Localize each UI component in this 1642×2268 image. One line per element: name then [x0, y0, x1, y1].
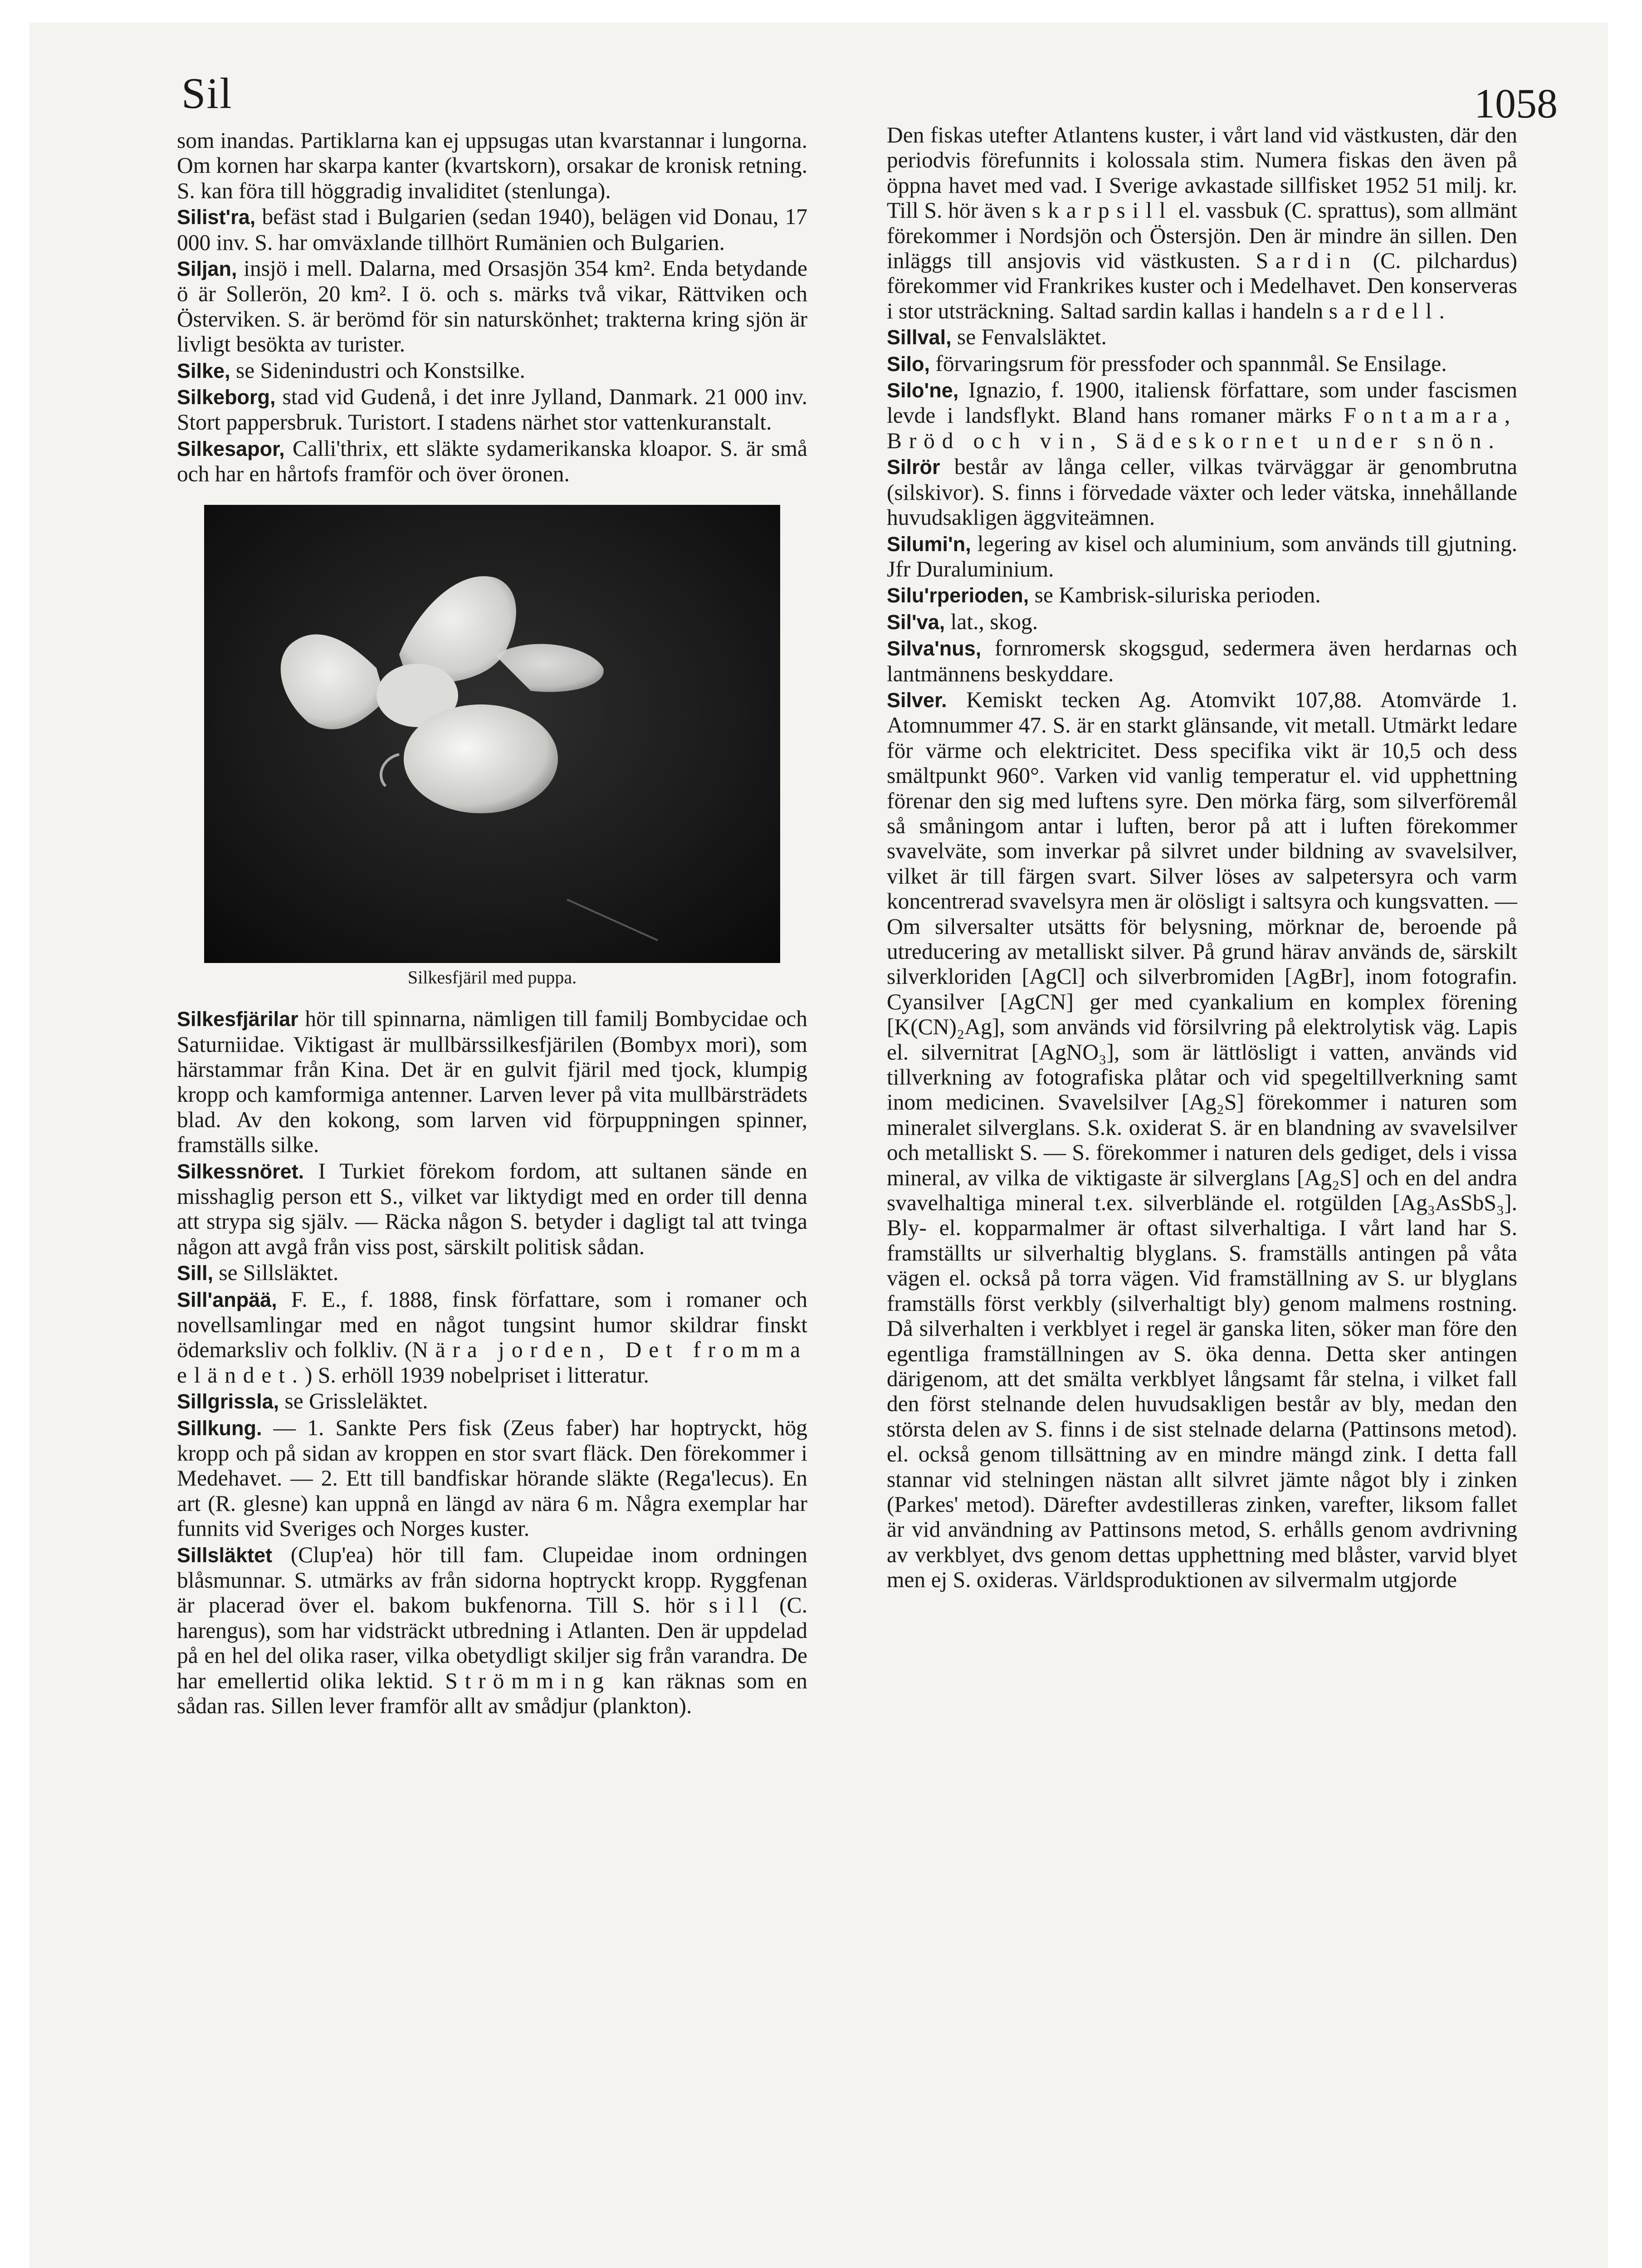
- entry-headword: Sill'anpää,: [177, 1288, 277, 1311]
- left-entries: [177, 128, 807, 487]
- entry-text: se Fenvalsläktet.: [951, 324, 1107, 350]
- dictionary-entry: [177, 436, 807, 487]
- dictionary-entry: [177, 1415, 807, 1541]
- entry-headword: Sillgrissla,: [177, 1390, 279, 1413]
- right-entries: [887, 122, 1517, 1593]
- silk-moth-photo: [204, 505, 780, 963]
- entry-text: — 1. Sankte Pers fisk (Zeus faber) har hoptryckt, hög kropp och på sidan av kroppen en stor svart fläck. Den förekommer i Medehavet. — 2. Ett till bandfiskar hörande släkte (Rega'lecus). En art (R. glesne) kan uppnå en längd av nära 6 m. Några exemplar har funnits vid Sveriges och Norges kuster.: [177, 1415, 807, 1541]
- entry-text: förvaringsrum för pressfoder och spannmål. Se Ensilage.: [930, 351, 1447, 376]
- page-number: 1058: [1474, 80, 1558, 127]
- entry-text: el. vassbuk (C. sprattus), som allmänt förekommer i Nordsjön och Östersjön. Den är mindre än sillen. Den inläggs till ansjovis vid västkusten.: [887, 198, 1517, 274]
- entry-text: legering av kisel och aluminium, som används till gjutning. Jfr Duraluminium.: [887, 531, 1517, 582]
- entry-spaced-text: sardell.: [1329, 298, 1452, 323]
- entry-text: kan räknas som en sådan ras. Sillen lever framför allt av smådjur (plankton).: [177, 1668, 807, 1719]
- entry-spaced-text: skarpsill: [1032, 198, 1173, 223]
- entry-headword: Sillkung.: [177, 1416, 262, 1440]
- entry-text: se Sidenindustri och Konstsilke.: [230, 357, 525, 383]
- entry-spaced-text: Sardin: [1256, 248, 1358, 274]
- entry-headword: Sillval,: [887, 326, 952, 349]
- entry-headword: Silkeborg,: [177, 386, 276, 409]
- dictionary-entry: [177, 1006, 807, 1157]
- entry-headword: Silist'ra,: [177, 205, 256, 229]
- dictionary-entry: [177, 256, 807, 357]
- entry-headword: Silva'nus,: [887, 637, 982, 660]
- right-column: [887, 122, 1517, 1593]
- entry-headword: Silver.: [887, 688, 947, 712]
- dictionary-entry: [177, 1260, 807, 1286]
- entry-text: (C. harengus), som har vidsträckt utbredning i Atlanten. Den är uppdelad på en hel del olika raser, vilka obetydligt skiljer sig från varandra. De har emellertid olika lektid.: [177, 1593, 807, 1693]
- entry-headword: Sill,: [177, 1261, 214, 1285]
- entry-text: ) S. erhöll 1939 nobelpriset i litteratur.: [305, 1362, 649, 1388]
- entry-headword: Silke,: [177, 359, 230, 382]
- entry-spaced-text: Nära jorden, Det fromma eländet.: [177, 1337, 807, 1388]
- entry-headword: Silkesapor,: [177, 437, 285, 460]
- dictionary-entry: [177, 1158, 807, 1260]
- left-entries-continued: [177, 1006, 807, 1718]
- entry-text: se Grissleläktet.: [279, 1388, 428, 1414]
- entry-text: se Sillsläktet.: [213, 1260, 339, 1286]
- dictionary-entry: [177, 384, 807, 435]
- entry-spaced-text: Fontamara, Bröd och vin, Sädeskornet under snön.: [887, 403, 1517, 453]
- entry-text: stad vid Gudenå, i det inre Jylland, Danmark. 21 000 inv. Stort pappersbruk. Turistort. I stadens närhet stor vattenkuranstalt.: [177, 384, 807, 435]
- entry-text: befäst stad i Bulgarien (sedan 1940), belägen vid Donau, 17 000 inv. S. har omväxlande tillhört Rumänien och Bulgarien.: [177, 204, 807, 255]
- left-column: [177, 128, 807, 1719]
- dictionary-entry: [177, 204, 807, 255]
- entry-text: Den fiskas utefter Atlantens kuster, i vårt land vid västkusten, där den periodvis förefunnits i kolossala stim. Numera fiskas den även på öppna havet med vad. I Sverige avkastade sillfisket 1952 51 milj. kr. Till S. hör även: [887, 122, 1517, 223]
- entry-text: (C. pilchardus) förekommer vid Frankrikes kuster och i Medelhavet. Den konserveras i stor utsträckning. Saltad sardin kallas i handeln: [887, 248, 1517, 323]
- dictionary-entry: [887, 582, 1517, 608]
- dictionary-entry: [887, 609, 1517, 635]
- entry-text: se Kambrisk-siluriska perioden.: [1029, 582, 1321, 608]
- entry-headword: Sillsläktet: [177, 1543, 273, 1567]
- entry-text: fornromersk skogsgud, sedermera även herdarnas och lantmännens beskyddare.: [887, 635, 1517, 686]
- entry-text: Kemiskt tecken Ag. Atomvikt 107,88. Atomvärde 1. Atomnummer 47. S. är en starkt glänsande, vit metall. Utmärkt ledare för värme och elektricitet. Dess specifika vikt är 10,5 och dess smältpunkt 960°. Varken vid vanlig temperatur el. vid upphettning förenar den sig med luftens syre. Den mörka färg, som silverföremål så småningom antar i luften, beror på att i luften förekommer svavelväte, som inverkar på silvret under bildning av svavelsilver, vilket är till färgen svart. Silver löses av salpetersyra och varm koncentrerad svavelsyra men är olösligt i saltsyra och kungsvatten. — Om silversalter utsätts för belysning, mörknar de, beroende på utreducering av metalliskt silver. På grund härav används de, särskilt silverkloriden [AgCl] och silverbromiden [AgBr], inom fotografin. Cyansilver [AgCN] ger med cyankalium en komplex förening [K(CN)₂Ag], som används vid försilvring på elektrolytisk väg. Lapis el. silvernitrat [AgNO₃], som är lättlösligt i vatten, används vid tillverkning av fotografiska plåtar och vid spegeltillverkning samt inom medicinen. Svavelsilver [Ag₂S] förekommer i naturen som mineralet silverglans. S.k. oxiderat S. är en blandning av svavelsilver och metalliskt S. — S. förekommer i naturen dels gediget, dels i vissa mineral, av vilka de viktigaste är silverglans [Ag₂S] och en del andra svavelhaltiga mineral t.ex. silverblände el. rotgülden [Ag₃AsSbS₃]. Bly- el. kopparmalmer är oftast silverhaltiga. I vårt land har S. framställts ur silverhaltig blyglans. S. framställs antingen på våta vägen el. också på torra vägen. Vid framställning av S. ur blyglans framställs först verkbly (silverhaltigt bly) genom malmens rostning. Då silverhalten i verkblyet i regel är ganska liten, söker man före den egentliga framställningen av S. öka denna. Detta sker antingen därigenom, att det smälta verkblyet långsamt får stelna, i vilket fall den först stelnande delen huvudsakligen består av bly, medan den största delen av S. finns i de sist stelnade delarna (Pattinsons metod). el. också genom tillsättning av en mindre mängd zink. I detta fall stannar vid stelningen nästan allt silvret jämte något bly i zinken (Parkes' metod). Därefter avdestilleras zinken, varefter, liksom fallet är vid användning av Pattinsons metod, S. erhålls genom avdrivning av verkblyet, dvs genom dettas upphettning med blåster, varvid blyet men ej S. oxideras. Världsproduktionen av silvermalm utgjorde: [887, 687, 1517, 1593]
- entry-headword: Silu'rperioden,: [887, 584, 1029, 607]
- entry-text: hör till spinnarna, nämligen till familj Bombycidae och Saturniidae. Viktigast är mullbärssilkesfjärilen (Bombyx mori), som härstammar från Kina. Det är en gulvit fjäril med tjock, klumpig kropp och kamformiga antenner. Larven lever på vita mullbärsträdets blad. Av den kokong, som larven vid förpuppningen spinner, framställs silke.: [177, 1006, 807, 1158]
- dictionary-entry: [177, 1287, 807, 1388]
- entry-spaced-text: sill: [709, 1593, 765, 1618]
- entry-text: F. E., f. 1888, finsk författare, som i romaner och novellsamlingar med en något tungsint humor skildrar finskt ödemarksliv och folkliv. (: [177, 1286, 807, 1363]
- entry-headword: Silkesfjärilar: [177, 1007, 298, 1031]
- dictionary-entry: [177, 1388, 807, 1414]
- dictionary-entry: [887, 324, 1517, 350]
- entry-text: I Turkiet förekom fordom, att sultanen sände en misshaglig person ett S., vilket var liktydigt med en order till denna att strypa sig själv. — Räcka någon S. betyder i dagligt tal att tvinga någon att avgå från viss post, särskilt politisk sådan.: [177, 1158, 807, 1259]
- dictionary-entry: [887, 635, 1517, 686]
- entry-headword: Silumi'n,: [887, 532, 971, 556]
- entry-text: Ignazio, f. 1900, italiensk författare, som under fascismen levde i landsflykt. Bland hans romaner märks: [887, 377, 1517, 428]
- dictionary-entry: [887, 687, 1517, 1593]
- dictionary-entry: [887, 122, 1517, 323]
- entry-text: består av långa celler, vilkas tvärväggar är genombrutna (silskivor). S. finns i förvedade växter och leder vätska, innehållande huvudsakligen äggviteämnen.: [887, 454, 1517, 530]
- dictionary-entry: [887, 351, 1517, 376]
- entry-spaced-text: Strömming: [445, 1668, 611, 1693]
- entry-headword: Sil'va,: [887, 610, 945, 634]
- entry-text: lat., skog.: [945, 609, 1038, 634]
- entry-headword: Silrör: [887, 455, 940, 479]
- entry-headword: Silo'ne,: [887, 379, 959, 402]
- entry-headword: Silkessnöret.: [177, 1159, 304, 1183]
- entry-text: Calli'thrix, ett släkte sydamerikanska kloapor. S. är små och har en hårtofs framför och över öronen.: [177, 435, 807, 487]
- dictionary-entry: [887, 377, 1517, 453]
- entry-headword: Siljan,: [177, 257, 237, 281]
- running-head: Sil: [181, 69, 233, 117]
- entry-headword: Silo,: [887, 352, 930, 376]
- dictionary-entry: [887, 454, 1517, 530]
- figure-caption: Silkesfjäril med puppa.: [407, 967, 577, 987]
- dictionary-entry: [177, 358, 807, 383]
- entry-text: insjö i mell. Dalarna, med Orsasjön 354 km². Enda betydande ö är Sollerön, 20 km². I ö. och s. märks två vikar, Rättviken och Österviken. S. är berömd för sin naturskönhet; trakterna kring sjön är livligt besökta av turister.: [177, 256, 807, 357]
- dictionary-entry: [177, 1542, 807, 1719]
- dictionary-entry: [177, 128, 807, 203]
- dictionary-entry: [887, 531, 1517, 582]
- figure: [177, 505, 807, 990]
- entry-text: som inandas. Partiklarna kan ej uppsugas utan kvarstannar i lungorna. Om kornen har skarpa kanter (kvartskorn), orsakar de kronisk retning. S. kan föra till höggradig invaliditet (stenlunga).: [177, 128, 807, 203]
- entry-text: (Clup'ea) hör till fam. Clupeidae inom ordningen blåsmunnar. S. utmärks av från sidorna hoptryckt kropp. Ryggfenan är placerad över el. bakom bukfenorna. Till S. hör: [177, 1542, 807, 1618]
